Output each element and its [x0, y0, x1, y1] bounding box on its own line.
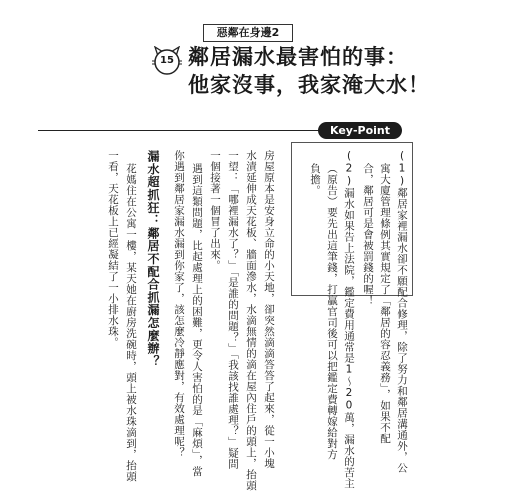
key-point-column-5: （原告）要先出這筆錢，打贏官司後可以把鑑定費轉嫁給對方 [326, 163, 338, 460]
key-point-column-6: 負擔。 [309, 163, 321, 196]
key-point-column-4: (2)漏水如果告上法院，鑑定費用通常是1～20萬，漏水的苦主 [343, 150, 355, 489]
series-tag: 惡鄰在身邊2 [203, 24, 293, 42]
key-point-divider [38, 130, 328, 131]
key-point-column-2: 寓大廈管理條例其實規定了「鄰居的容忍義務」，如果不配 [379, 163, 391, 444]
body-column-2: 水漬延伸成天花板、牆面滲水，水滴無情的滴在屋內住戶的頭上，抬頭 [245, 150, 257, 491]
page-title-line-1: 鄰居漏水最害怕的事： [188, 45, 408, 69]
body-column-1: 房屋原本是安身立命的小天地，卻突然滴滴答答了起來，從一小塊 [263, 150, 275, 469]
section-column-1: 花媽住在公寓一樓，某天她在廚房洗碗時，頭上被水珠滴到，抬頭 [125, 163, 137, 482]
key-point-label: Key-Point [318, 122, 402, 139]
section-column-2: 一看，天花板上已經凝結了一小排水珠。 [107, 150, 119, 348]
body-column-3: 一望：「哪裡漏水了？」「是誰的問題？」「我該找誰處理？」疑問 [227, 150, 239, 470]
chapter-badge [152, 46, 182, 76]
section-heading: 漏水超抓狂：鄰居不配合抓漏怎麼辦？ [146, 150, 160, 368]
body-column-5: 遇到這類問題，比起處理上的困難，更令人害怕的是「麻煩」，當 [191, 163, 203, 477]
key-point-column-1: (1)鄰居家裡漏水卻不願配合修理，除了努力和鄰居溝通外，公 [396, 150, 408, 474]
body-column-4: 一個接著一個冒了出來。 [209, 150, 221, 271]
body-column-6: 你遇到鄰居家漏水漏到你家了，該怎麼冷靜應對，有效處理呢？ [173, 150, 185, 458]
page-title-line-2: 他家沒事，我家淹大水！ [188, 73, 430, 97]
chapter-number: 15 [160, 55, 174, 66]
key-point-column-3: 合，鄰居可是會被罰錢的喔！ [362, 163, 374, 306]
